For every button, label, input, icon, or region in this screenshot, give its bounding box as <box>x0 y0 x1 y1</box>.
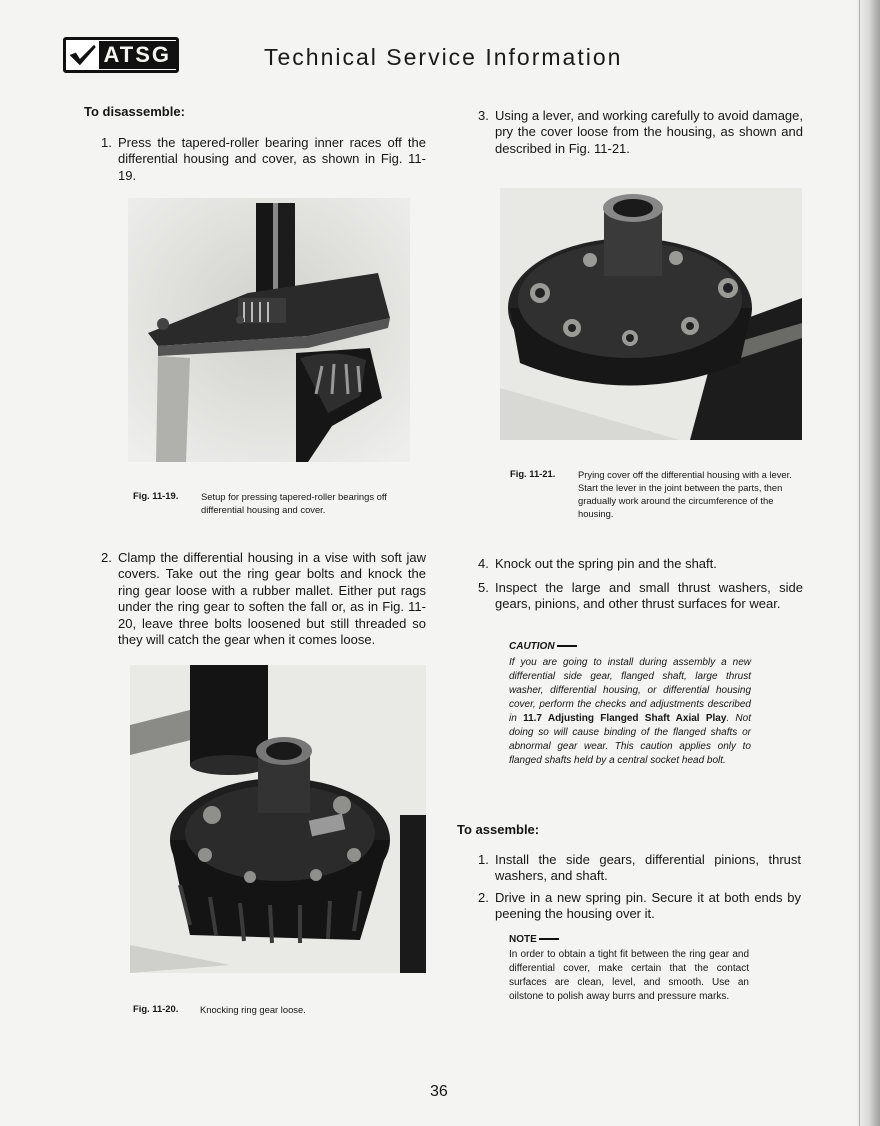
figure-label: Fig. 11-19. <box>133 490 179 501</box>
step-text: Press the tapered-roller bearing inner races off the differential housing and cover, as shown in Fig. 11-19. <box>118 135 426 183</box>
step-number: 4. <box>478 556 489 571</box>
logo-text: ATSG <box>99 41 176 69</box>
atsg-logo <box>63 37 179 73</box>
page-number: 36 <box>430 1083 448 1100</box>
caution-text: If you are going to install during assembly a new differential side gear, flanged shaft, large thrust washer, differential housing, or differential housing cover, perform the checks and adjustments described in 11.7 Adjusting Flanged Shaft Axial Play. Not doing so will cause binding of the flanged shafts or abnormal gear wear. This caution applies only to flanged shafts held by a central socket head bolt. <box>509 657 751 766</box>
figure-caption: Setup for pressing tapered-roller bearings off differential housing and cover. <box>201 491 387 515</box>
step-number: 5. <box>478 580 489 595</box>
figure-label: Fig. 11-21. <box>510 468 556 479</box>
fig-11-20-photo <box>130 665 426 973</box>
checkmark-logo-icon <box>68 40 97 70</box>
fig-11-21-photo <box>500 188 802 440</box>
note-text: In order to obtain a tight fit between the ring gear and differential cover, make certain that the contact surfaces are clean, level, and smooth. Use an oilstone to polish away burrs and pressure marks. <box>509 949 749 1002</box>
step-number: 1. <box>101 135 112 150</box>
page-title: Technical Service Information <box>264 44 623 70</box>
figure-label: Fig. 11-20. <box>133 1003 179 1014</box>
step-text: Drive in a new spring pin. Secure it at both ends by peening the housing over it. <box>495 890 801 922</box>
step-text: Using a lever, and working carefully to avoid damage, pry the cover loose from the housing, as shown and described in Fig. 11-21. <box>495 108 803 156</box>
step-number: 2. <box>101 550 112 565</box>
step-number: 2. <box>478 890 489 905</box>
binding-shadow <box>854 0 880 1126</box>
fig-11-19-photo <box>128 198 410 462</box>
step-number: 3. <box>478 108 489 123</box>
binding-edge <box>859 0 860 1126</box>
step-text: Clamp the differential housing in a vise with soft jaw covers. Take out the ring gear bolts and knock the ring gear loose with a rubber mallet. Either put rags under the ring gear to soften the fall or, as in Fig. 11-20, leave three bolts loosened but still threaded so they will catch the gear when it comes loose. <box>118 550 426 648</box>
figure-caption: Prying cover off the differential housing with a lever. Start the lever in the joint between the parts, then gradually work around the circumference of the housing. <box>578 469 792 519</box>
section-heading-disassemble: To disassemble: <box>84 104 185 119</box>
note-title: NOTE <box>509 934 559 945</box>
step-text: Inspect the large and small thrust washers, side gears, pinions, and other thrust surfaces for wear. <box>495 580 803 612</box>
step-number: 1. <box>478 852 489 867</box>
caution-reference: 11.7 Adjusting Flanged Shaft Axial Play <box>523 713 727 724</box>
caution-title: CAUTION <box>509 641 577 652</box>
step-text: Install the side gears, differential pinions, thrust washers, and shaft. <box>495 852 801 884</box>
step-text: Knock out the spring pin and the shaft. <box>495 556 717 571</box>
figure-caption: Knocking ring gear loose. <box>200 1004 306 1015</box>
section-heading-assemble: To assemble: <box>457 822 540 837</box>
